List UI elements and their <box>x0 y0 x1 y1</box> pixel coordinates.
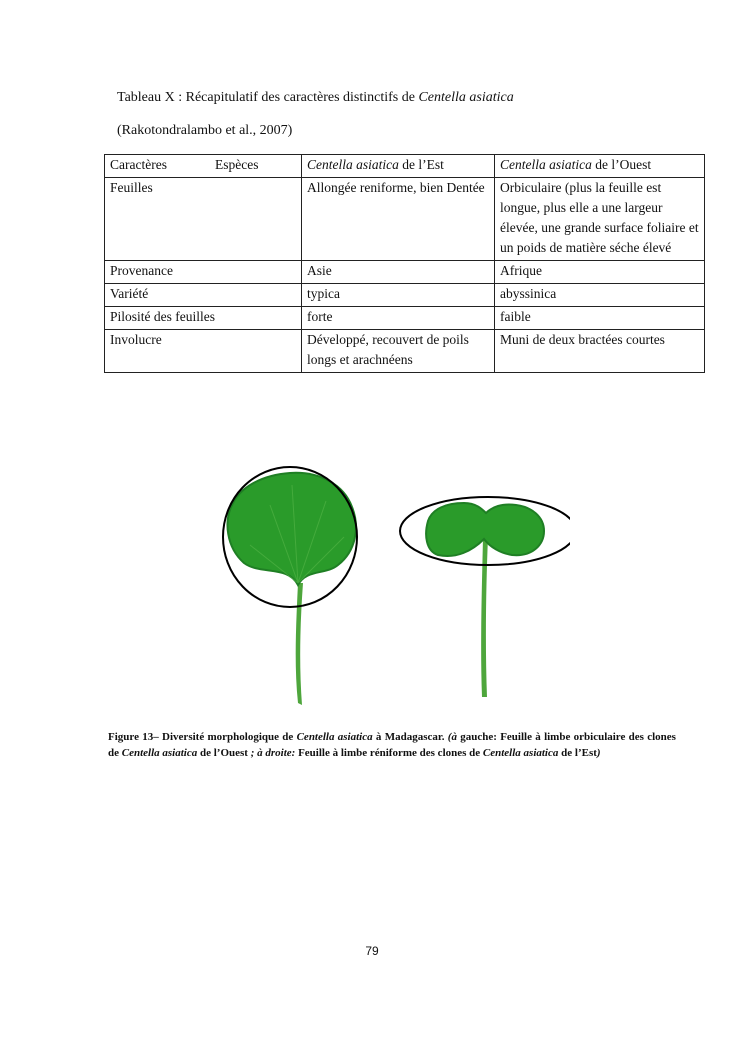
header-cell-caracteres: Caractères Espèces <box>105 155 302 178</box>
table-cell: abyssinica <box>495 284 705 307</box>
page-number: 79 <box>365 944 379 958</box>
table-cell: Involucre <box>105 330 302 373</box>
header-cell-ouest: Centella asiatica de l’Ouest <box>495 155 705 178</box>
table-cell: Variété <box>105 284 302 307</box>
table-cell: Feuilles <box>105 178 302 261</box>
figure-caption: Figure 13– Diversité morphologique de Centella asiatica à Madagascar. (à gauche: Feuille à limbe orbiculaire des clones de Centella asiatica de l’Ouest ; à droite: Feuille à limbe réniforme des clones de Centella asiatica de l’Est) <box>108 731 676 759</box>
table-cell: Pilosité des feuilles <box>105 307 302 330</box>
table-header-row <box>105 155 705 178</box>
orbicular-leaf-blade <box>228 473 356 585</box>
recap-table <box>104 154 705 373</box>
header-cell-est: Centella asiatica de l’Est <box>302 155 495 178</box>
table-source: (Rakotondralambo et al., 2007) <box>117 123 293 138</box>
table-cell: faible <box>495 307 705 330</box>
table-cell: Afrique <box>495 261 705 284</box>
table-cell: forte <box>302 307 495 330</box>
table-cell: Allongée reniforme, bien Dentée <box>302 178 495 261</box>
table-row <box>105 261 705 284</box>
table-row <box>105 178 705 261</box>
species-name: Centella asiatica <box>418 90 514 105</box>
reniform-leaf-stem <box>481 537 488 697</box>
table-cell: Provenance <box>105 261 302 284</box>
orbicular-leaf-stem <box>296 583 303 705</box>
table-cell: Muni de deux bractées courtes <box>495 330 705 373</box>
leaf-figure <box>210 465 570 715</box>
table-row <box>105 307 705 330</box>
table-title: Tableau X : Récapitulatif des caractères distinctifs de Centella asiatica <box>117 90 514 105</box>
table-cell: typica <box>302 284 495 307</box>
table-cell: Orbiculaire (plus la feuille est longue, plus elle a une largeur élevée, une grande surface foliaire et un poids de matière séche élevé <box>495 178 705 261</box>
table-row <box>105 284 705 307</box>
orbicular-leaf <box>223 467 357 705</box>
table-row <box>105 330 705 373</box>
table-cell: Asie <box>302 261 495 284</box>
reniform-leaf <box>400 497 570 697</box>
table-cell: Développé, recouvert de poils longs et arachnéens <box>302 330 495 373</box>
